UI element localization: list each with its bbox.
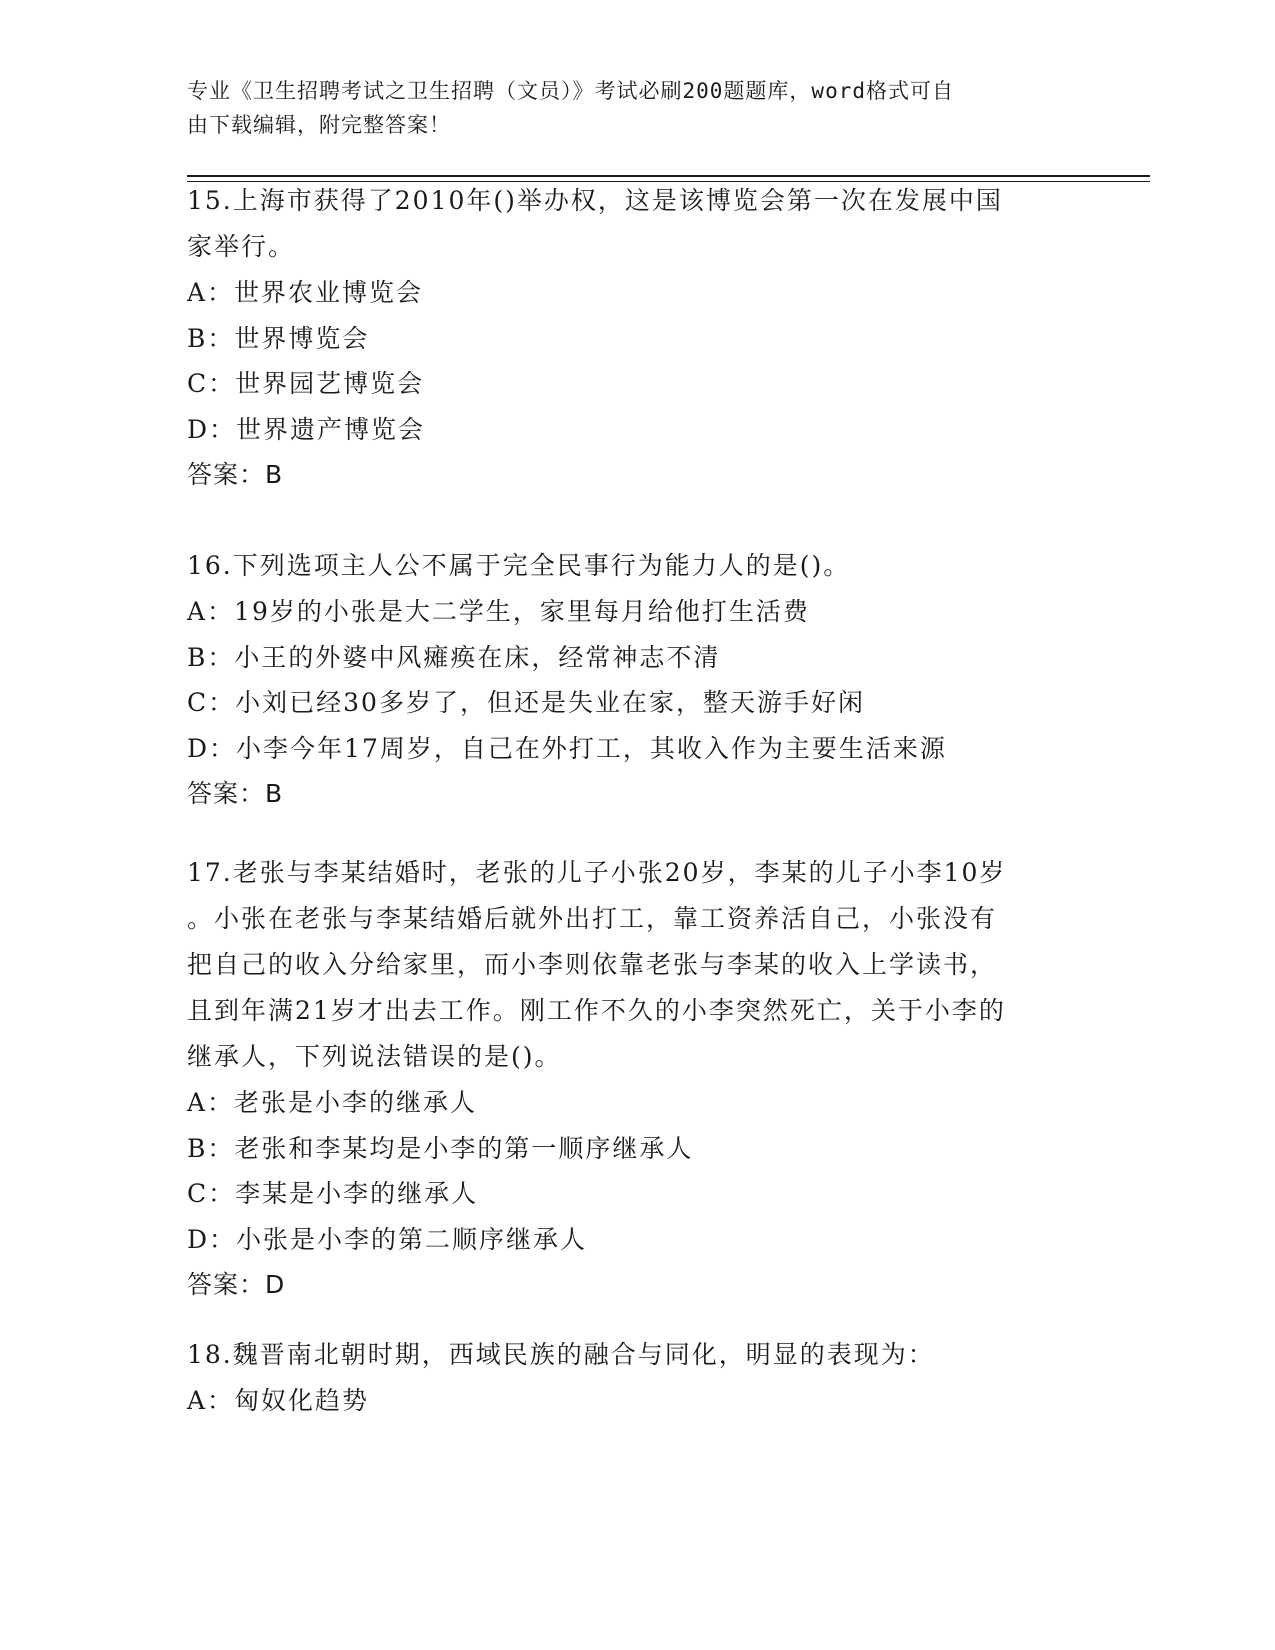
header-line-1: 专业《卫生招聘考试之卫生招聘（文员）》考试必刷200题题库，word格式可自 [187,79,954,103]
option-c: C：李某是小李的继承人 [187,1179,479,1208]
header-divider-thick [187,175,1150,177]
option-d: D：世界遗产博览会 [187,414,426,444]
option-b: B：世界博览会 [187,323,370,353]
document-header [187,74,1067,142]
option-b: B：老张和李某均是小李的第一顺序继承人 [187,1133,694,1163]
option-d: D：小张是小李的第二顺序继承人 [187,1224,588,1254]
question-15 [187,178,1087,498]
option-a: A：世界农业博览会 [187,278,424,307]
option-c: C：世界园艺博览会 [187,369,425,398]
option-b: B：小王的外婆中风瘫痪在床，经常神志不清 [187,642,721,672]
question-text-line: 且到年满21岁才出去工作。刚工作不久的小李突然死亡，关于小李的 [187,996,1006,1025]
question-17 [187,850,1087,1308]
question-text-line: 把自己的收入分给家里，而小李则依靠老张与李某的收入上学读书， [187,950,998,979]
answer-line: 答案：B [187,779,284,808]
option-a: A：老张是小李的继承人 [187,1088,478,1117]
question-text-line: 18.魏晋南北朝时期，西域民族的融合与同化，明显的表现为： [187,1340,935,1369]
answer-line: 答案：B [187,460,284,489]
question-text-line: 家举行。 [187,232,296,261]
option-a: A：匈奴化趋势 [187,1386,370,1415]
question-text-line: 17.老张与李某结婚时，老张的儿子小张20岁，李某的儿子小李10岁 [187,858,1007,887]
question-18 [187,1332,1087,1424]
option-c: C：小刘已经30多岁了，但还是失业在家，整天游手好闲 [187,688,865,717]
option-a: A：19岁的小张是大二学生，家里每月给他打生活费 [187,597,810,626]
question-text-line: 。小张在老张与李某结婚后就外出打工，靠工资养活自己，小张没有 [187,904,998,933]
header-line-2: 由下载编辑，附完整答案！ [187,113,451,137]
option-d: D：小李今年17周岁，自己在外打工，其收入作为主要生活来源 [187,733,947,763]
answer-line: 答案：D [187,1270,286,1299]
question-text-line: 15.上海市获得了2010年()举办权，这是该博览会第一次在发展中国 [187,186,1003,215]
question-text-line: 继承人，下列说法错误的是()。 [187,1042,562,1071]
question-text-line: 16.下列选项主人公不属于完全民事行为能力人的是()。 [187,551,851,580]
question-16 [187,543,1087,817]
